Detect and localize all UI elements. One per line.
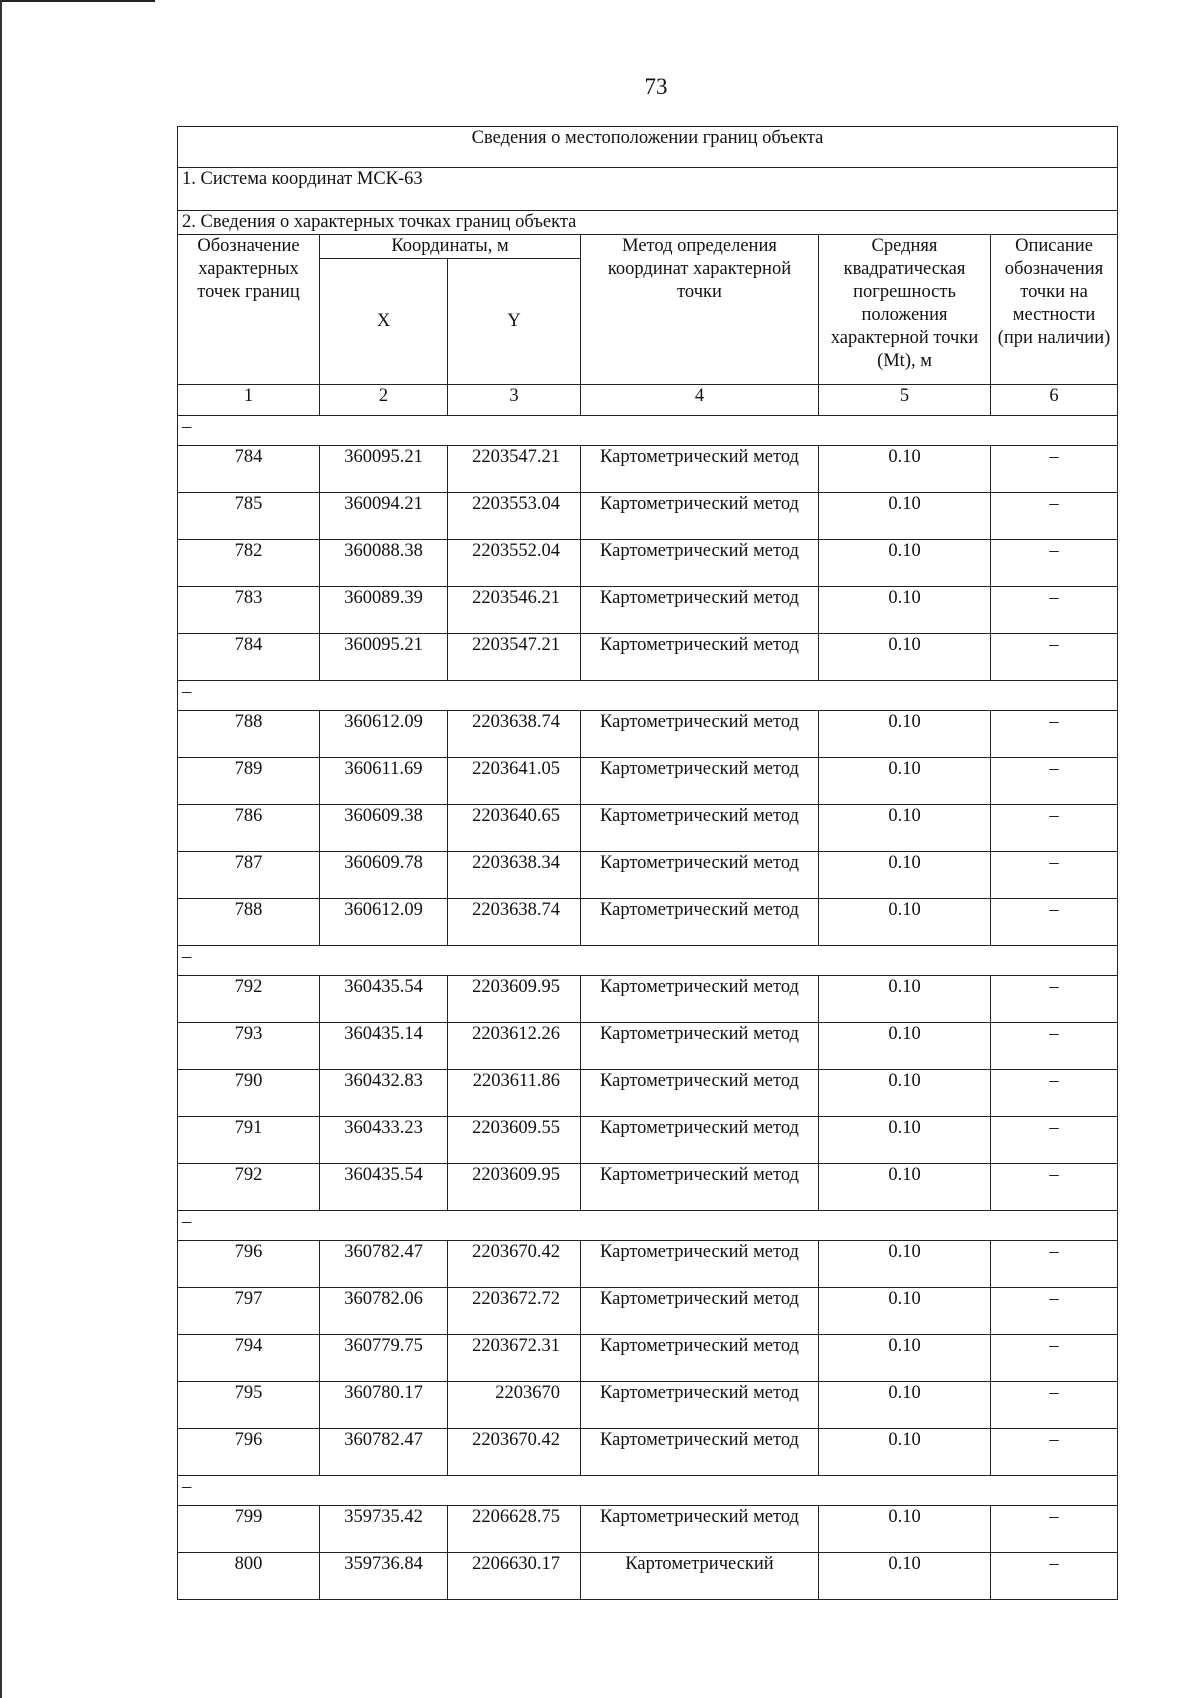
coord-x: 359735.42: [320, 1506, 448, 1553]
coord-y: 2203638.34: [448, 852, 581, 899]
point-id: 795: [178, 1382, 320, 1429]
description: –: [991, 1335, 1118, 1382]
method: Картометрический метод: [581, 1288, 819, 1335]
table-row: [178, 446, 1118, 493]
mean-error: 0.10: [819, 758, 991, 805]
table-row: [178, 1117, 1118, 1164]
table-row: [178, 711, 1118, 758]
point-id: 783: [178, 587, 320, 634]
method: Картометрический метод: [581, 1429, 819, 1476]
mean-error: 0.10: [819, 446, 991, 493]
group-row: [178, 1476, 1118, 1506]
description: –: [991, 1288, 1118, 1335]
header-description: Описание обозначения точки на местности (при наличии): [991, 235, 1118, 385]
table-row: [178, 1429, 1118, 1476]
description: –: [991, 634, 1118, 681]
point-id: 793: [178, 1023, 320, 1070]
coord-y: 2203553.04: [448, 493, 581, 540]
point-id: 792: [178, 1164, 320, 1211]
coord-y: 2203638.74: [448, 899, 581, 946]
table-row: [178, 1335, 1118, 1382]
mean-error: 0.10: [819, 1023, 991, 1070]
mean-error: 0.10: [819, 634, 991, 681]
coord-y: 2203547.21: [448, 634, 581, 681]
method: Картометрический метод: [581, 805, 819, 852]
coord-y: 2203641.05: [448, 758, 581, 805]
description: –: [991, 1241, 1118, 1288]
coord-y: 2203672.31: [448, 1335, 581, 1382]
mean-error: 0.10: [819, 976, 991, 1023]
table-row: [178, 805, 1118, 852]
method: Картометрический метод: [581, 1506, 819, 1553]
method: Картометрический метод: [581, 1382, 819, 1429]
mean-error: 0.10: [819, 587, 991, 634]
column-numbers-row: [178, 385, 1118, 416]
table-row: [178, 1553, 1118, 1600]
method: Картометрический метод: [581, 587, 819, 634]
point-id: 785: [178, 493, 320, 540]
coord-x: 360435.14: [320, 1023, 448, 1070]
table-row: [178, 1382, 1118, 1429]
header-point: Обозначение характерных точек границ: [178, 235, 320, 385]
method: Картометрический метод: [581, 758, 819, 805]
page-number: 73: [644, 74, 668, 99]
table-row: [178, 634, 1118, 681]
mean-error: 0.10: [819, 1382, 991, 1429]
table-title: Сведения о местоположении границ объекта: [178, 127, 1118, 168]
coord-y: 2203552.04: [448, 540, 581, 587]
description: –: [991, 446, 1118, 493]
mean-error: 0.10: [819, 540, 991, 587]
point-id: 796: [178, 1241, 320, 1288]
group-label: –: [178, 1211, 1118, 1241]
header-x: X: [320, 259, 448, 385]
point-id: 792: [178, 976, 320, 1023]
table-row: [178, 1288, 1118, 1335]
mean-error: 0.10: [819, 852, 991, 899]
description: –: [991, 1023, 1118, 1070]
coord-x: 360095.21: [320, 446, 448, 493]
method: Картометрический метод: [581, 1241, 819, 1288]
group-label: –: [178, 1476, 1118, 1506]
mean-error: 0.10: [819, 1164, 991, 1211]
mean-error: 0.10: [819, 1506, 991, 1553]
description: –: [991, 805, 1118, 852]
header-method: Метод определения координат характерной точки: [581, 235, 819, 385]
point-id: 782: [178, 540, 320, 587]
coord-x: 360612.09: [320, 899, 448, 946]
point-id: 790: [178, 1070, 320, 1117]
method: Картометрический метод: [581, 711, 819, 758]
coord-x: 360780.17: [320, 1382, 448, 1429]
group-label: –: [178, 946, 1118, 976]
point-id: 788: [178, 711, 320, 758]
method: Картометрический метод: [581, 899, 819, 946]
coord-x: 360782.47: [320, 1429, 448, 1476]
mean-error: 0.10: [819, 899, 991, 946]
group-row: [178, 946, 1118, 976]
coord-x: 360782.06: [320, 1288, 448, 1335]
coord-x: 360609.78: [320, 852, 448, 899]
column-number: 3: [448, 385, 581, 416]
description: –: [991, 1506, 1118, 1553]
coord-x: 360089.39: [320, 587, 448, 634]
group-row: [178, 1211, 1118, 1241]
table-row: [178, 899, 1118, 946]
coord-x: 360782.47: [320, 1241, 448, 1288]
method: Картометрический: [581, 1553, 819, 1600]
coord-y: 2203612.26: [448, 1023, 581, 1070]
section-row: [178, 211, 1118, 235]
coord-y: 2203640.65: [448, 805, 581, 852]
coord-x: 359736.84: [320, 1553, 448, 1600]
mean-error: 0.10: [819, 1553, 991, 1600]
group-row: [178, 416, 1118, 446]
point-id: 797: [178, 1288, 320, 1335]
description: –: [991, 540, 1118, 587]
description: –: [991, 493, 1118, 540]
scan-edge-left: [0, 0, 2, 1698]
point-id: 788: [178, 899, 320, 946]
coord-y: 2203546.21: [448, 587, 581, 634]
table-row: [178, 852, 1118, 899]
method: Картометрический метод: [581, 540, 819, 587]
scan-edge-top: [0, 0, 155, 2]
method: Картометрический метод: [581, 1070, 819, 1117]
coord-y: 2206628.75: [448, 1506, 581, 1553]
table-row: [178, 587, 1118, 634]
column-number: 6: [991, 385, 1118, 416]
column-number: 4: [581, 385, 819, 416]
coord-x: 360432.83: [320, 1070, 448, 1117]
coord-y: 2203609.55: [448, 1117, 581, 1164]
header-row: [178, 235, 1118, 259]
coord-y: 2203670.42: [448, 1429, 581, 1476]
description: –: [991, 1429, 1118, 1476]
point-id: 789: [178, 758, 320, 805]
coord-y: 2203609.95: [448, 1164, 581, 1211]
coord-x: 360094.21: [320, 493, 448, 540]
header-error: Средняя квадратическая погрешность положения характерной точки (Mt), м: [819, 235, 991, 385]
mean-error: 0.10: [819, 1288, 991, 1335]
mean-error: 0.10: [819, 1241, 991, 1288]
table-row: [178, 493, 1118, 540]
coordinate-system: 1. Система координат МСК-63: [178, 168, 1118, 211]
coord-x: 360611.69: [320, 758, 448, 805]
method: Картометрический метод: [581, 1164, 819, 1211]
point-id: 799: [178, 1506, 320, 1553]
table-row: [178, 976, 1118, 1023]
coord-x: 360433.23: [320, 1117, 448, 1164]
method: Картометрический метод: [581, 852, 819, 899]
point-id: 787: [178, 852, 320, 899]
group-label: –: [178, 681, 1118, 711]
coord-y: 2203670.42: [448, 1241, 581, 1288]
coord-y: 2203611.86: [448, 1070, 581, 1117]
coord-x: 360612.09: [320, 711, 448, 758]
description: –: [991, 852, 1118, 899]
coord-y: 2203638.74: [448, 711, 581, 758]
boundary-points-table: [177, 126, 1118, 1600]
coord-x: 360435.54: [320, 976, 448, 1023]
coord-y: 2203609.95: [448, 976, 581, 1023]
method: Картометрический метод: [581, 1117, 819, 1164]
mean-error: 0.10: [819, 1429, 991, 1476]
description: –: [991, 758, 1118, 805]
point-id: 791: [178, 1117, 320, 1164]
coord-x: 360779.75: [320, 1335, 448, 1382]
point-id: 784: [178, 634, 320, 681]
point-id: 800: [178, 1553, 320, 1600]
column-number: 5: [819, 385, 991, 416]
method: Картометрический метод: [581, 1023, 819, 1070]
description: –: [991, 1070, 1118, 1117]
coord-y: 2206630.17: [448, 1553, 581, 1600]
mean-error: 0.10: [819, 711, 991, 758]
description: –: [991, 1382, 1118, 1429]
column-number: 1: [178, 385, 320, 416]
coordinate-system-row: [178, 168, 1118, 211]
description: –: [991, 711, 1118, 758]
coord-x: 360088.38: [320, 540, 448, 587]
column-number: 2: [320, 385, 448, 416]
section-title: 2. Сведения о характерных точках границ объекта: [178, 211, 1118, 235]
group-row: [178, 681, 1118, 711]
mean-error: 0.10: [819, 1117, 991, 1164]
coord-y: 2203547.21: [448, 446, 581, 493]
description: –: [991, 1117, 1118, 1164]
method: Картометрический метод: [581, 1335, 819, 1382]
method: Картометрический метод: [581, 634, 819, 681]
coord-y: 2203672.72: [448, 1288, 581, 1335]
mean-error: 0.10: [819, 1070, 991, 1117]
description: –: [991, 1164, 1118, 1211]
header-y: Y: [448, 259, 581, 385]
coord-x: 360435.54: [320, 1164, 448, 1211]
method: Картометрический метод: [581, 446, 819, 493]
description: –: [991, 1553, 1118, 1600]
group-label: –: [178, 416, 1118, 446]
table-row: [178, 758, 1118, 805]
header-coords: Координаты, м: [320, 235, 581, 259]
point-id: 786: [178, 805, 320, 852]
table-row: [178, 1070, 1118, 1117]
point-id: 796: [178, 1429, 320, 1476]
description: –: [991, 899, 1118, 946]
coord-x: 360095.21: [320, 634, 448, 681]
table-row: [178, 540, 1118, 587]
table-row: [178, 1023, 1118, 1070]
table-row: [178, 1164, 1118, 1211]
table-title-row: [178, 127, 1118, 168]
coord-y: 2203670: [448, 1382, 581, 1429]
table-row: [178, 1241, 1118, 1288]
mean-error: 0.10: [819, 805, 991, 852]
mean-error: 0.10: [819, 1335, 991, 1382]
method: Картометрический метод: [581, 976, 819, 1023]
table-row: [178, 1506, 1118, 1553]
point-id: 794: [178, 1335, 320, 1382]
description: –: [991, 976, 1118, 1023]
coord-x: 360609.38: [320, 805, 448, 852]
point-id: 784: [178, 446, 320, 493]
method: Картометрический метод: [581, 493, 819, 540]
mean-error: 0.10: [819, 493, 991, 540]
description: –: [991, 587, 1118, 634]
